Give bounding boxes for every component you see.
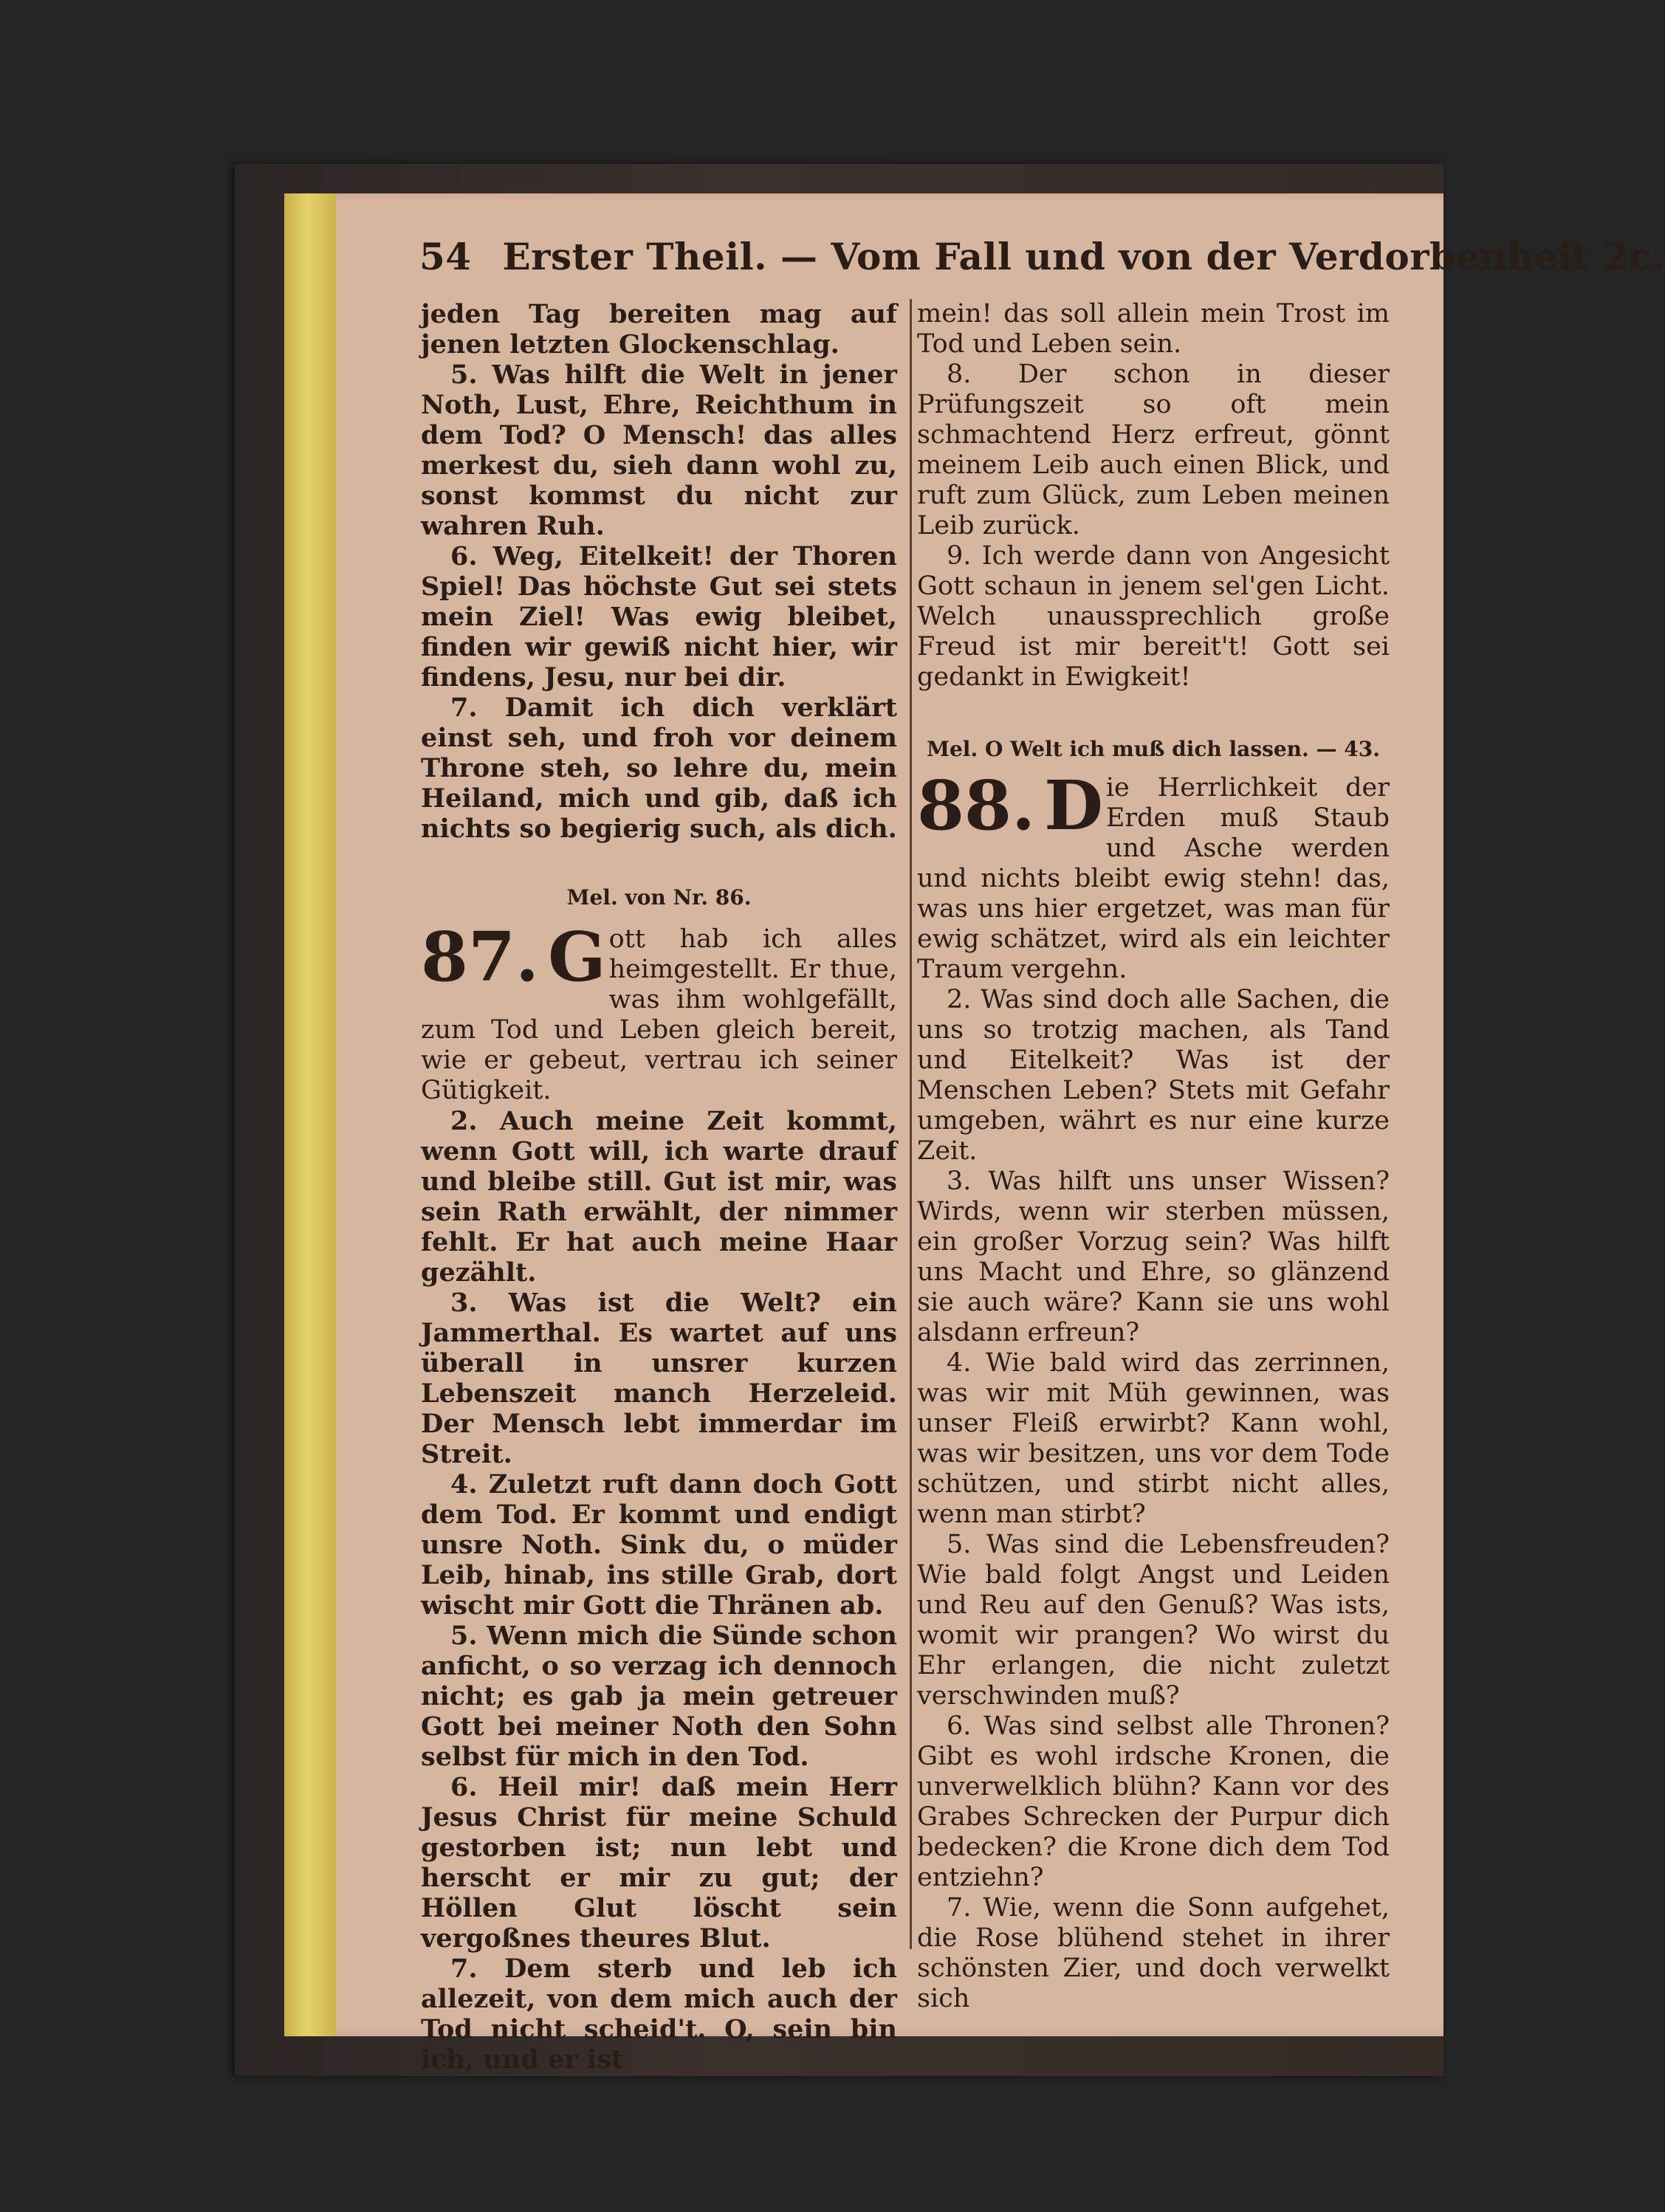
hymn-87-verse-7: 7. Dem sterb und leb ich allezeit, von dem mich auch der Tod nicht scheid't. O, sein bin ich, und er ist <box>421 1954 897 2075</box>
hymn-88-verse-2: 2. Was sind doch alle Sachen, die uns so trotzig machen, als Tand und Eitelkeit? Was ist der Menschen Leben? Stets mit Gefahr umgeben, währt es nur eine kurze Zeit. <box>917 985 1390 1166</box>
hymn-87-number: 87. <box>421 917 540 997</box>
gilded-page-edge <box>284 193 336 2036</box>
hymn-88-number: 88. <box>917 766 1036 845</box>
running-header <box>419 235 1665 286</box>
hymn-88-verse-3: 3. Was hilft uns unser Wissen? Wirds, wenn wir sterben müssen, ein großer Vorzug sein? Was hilft uns Macht und Ehre, so glänzend sie auch wäre? Kann sie uns wohl alsdann erfreun? <box>917 1167 1390 1347</box>
hymn-88-verse-6: 6. Was sind selbst alle Thronen? Gibt es wohl irdsche Kronen, die unverwelklich blühn? Kann vor des Grabes Schrecken der Purpur dich bedecken? die Krone dich dem Tod entziehn? <box>917 1711 1390 1892</box>
hymn-88-verse-7: 7. Wie, wenn die Sonn aufgehet, die Rose blühend stehet in ihrer schönsten Zier, und doch verwelkt sich <box>917 1893 1390 2013</box>
hymn-87-verse-5: 5. Wenn mich die Sünde schon anficht, o so verzag ich dennoch nicht; es gab ja mein getreuer Gott bei meiner Noth den Sohn selbst für mich in den Tod. <box>421 1621 897 1772</box>
hymn-88-verse-1-text: ie Herrlichkeit der Erden muß Staub und Asche werden und nichts bleibt ewig stehn! das, was uns hier ergetzet, was man für ewig schätzet, wird als ein leichter Traum vergehn. <box>917 773 1390 984</box>
left-column <box>421 299 897 2075</box>
hymn-88-verse-1 <box>917 766 1390 985</box>
hymn-87-melody: Mel. von Nr. 86. <box>566 885 752 910</box>
hymn-87-dropcap: G <box>548 917 606 997</box>
hymn-88-dropcap: D <box>1044 766 1103 845</box>
hymn-86-verse-5: 5. Was hilft die Welt in jener Noth, Lust, Ehre, Reichthum in dem Tod? O Mensch! das alles merkest du, sieh dann wohl zu, sonst kommst du nicht zur wahren Ruh. <box>421 360 897 541</box>
hymn-87-verse-9: 9. Ich werde dann von Angesicht Gott schaun in jenem sel'gen Licht. Welch unaussprechlich große Freud ist mir bereit't! Gott sei gedankt in Ewigkeit! <box>917 541 1390 692</box>
hymn-87-verse-6: 6. Heil mir! daß mein Herr Jesus Christ für meine Schuld gestorben ist; nun lebt und herscht er mir zu gut; der Höllen Glut löscht sein vergoßnes theures Blut. <box>421 1772 897 1954</box>
hymn-87-verse-8: 8. Der schon in dieser Prüfungszeit so oft mein schmachtend Herz erfreut, gönnt meinem Leib auch einen Blick, und ruft zum Glück, zum Leben meinen Leib zurück. <box>917 360 1390 540</box>
hymn-87-verse-1 <box>421 917 897 1106</box>
running-title: Erster Theil. — Vom Fall und von der Verdorbenheit 2c. <box>502 235 1665 278</box>
column-divider <box>910 299 912 1949</box>
page-number: 54 <box>419 235 472 278</box>
hymn-87-verse-1-text: ott hab ich alles heimgestellt. Er thue, was ihm wohlgefällt, zum Tod und Leben gleich bereit, wie er gebeut, vertrau ich seiner Gütigkeit. <box>421 924 897 1105</box>
hymn-86-continuation: jeden Tag bereiten mag auf jenen letzten Glockenschlag. <box>421 299 897 360</box>
hymn-86-verse-6: 6. Weg, Eitelkeit! der Thoren Spiel! Das höchste Gut sei stets mein Ziel! Was ewig bleibet, finden wir gewiß nicht hier, wir findens, Jesu, nur bei dir. <box>421 541 897 693</box>
hymn-88-verse-4: 4. Wie bald wird das zerrinnen, was wir mit Müh gewinnen, was unser Fleiß erwirbt? Kann wohl, was wir besitzen, uns vor dem Tode schützen, und stirbt nicht alles, wenn man stirbt? <box>917 1348 1390 1529</box>
right-column <box>917 299 1390 2014</box>
hymn-87-verse-3: 3. Was ist die Welt? ein Jammerthal. Es wartet auf uns überall in unsrer kurzen Lebenszeit manch Herzeleid. Der Mensch lebt immerdar im Streit. <box>421 1288 897 1469</box>
hymn-87-continuation: mein! das soll allein mein Trost im Tod und Leben sein. <box>917 299 1390 359</box>
hymn-86-verse-7: 7. Damit ich dich verklärt einst seh, und froh vor deinem Throne steh, so lehre du, mein Heiland, mich und gib, daß ich nichts so begierig such, als dich. <box>421 693 897 844</box>
hymn-87-verse-4: 4. Zuletzt ruft dann doch Gott dem Tod. Er kommt und endigt unsre Noth. Sink du, o müder Leib, hinab, ins stille Grab, dort wischt mir Gott die Thränen ab. <box>421 1469 897 1621</box>
hymn-87-verse-2: 2. Auch meine Zeit kommt, wenn Gott will, ich warte drauf und bleibe still. Gut ist mir, was sein Rath erwählt, der nimmer fehlt. Er hat auch meine Haar gezählt. <box>421 1106 897 1288</box>
hymn-88-verse-5: 5. Was sind die Lebensfreuden? Wie bald folgt Angst und Leiden und Reu auf den Genuß? Was ists, womit wir prangen? Wo wirst du Ehr erlangen, die nicht zuletzt verschwinden muß? <box>917 1530 1390 1711</box>
hymn-88-melody: Mel. O Welt ich muß dich lassen. — 43. <box>927 737 1380 761</box>
